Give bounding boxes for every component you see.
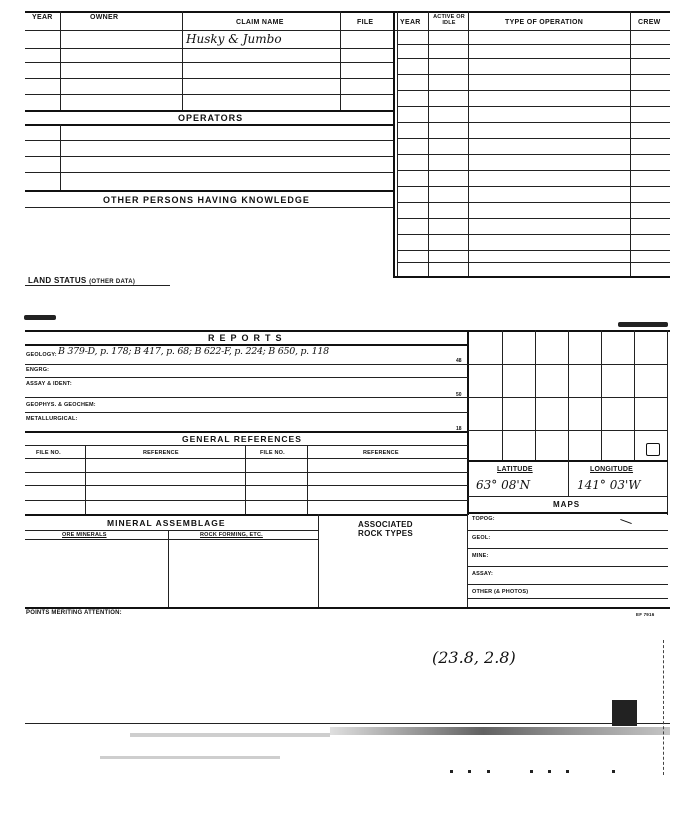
geology-label: GEOLOGY: [26,352,57,358]
operators-label: OPERATORS [178,113,244,123]
header-claim-name: CLAIM NAME [236,19,284,26]
maps-title: MAPS [553,500,581,509]
geophys-label: GEOPHYS. & GEOCHEM: [26,402,96,408]
maps-other: OTHER (& PHOTOS) [472,589,529,595]
geology-value: B 379-D, p. 178; B 417, p. 68; B 622-F, p. 224; B 650, p. 118 [58,346,329,357]
land-status-sub: (OTHER DATA) [89,279,136,285]
maps-assay: ASSAY: [472,571,494,577]
land-status-title: LAND STATUS [28,276,87,285]
points-meriting-label: POINTS MERITING ATTENTION: [26,610,122,616]
rock-types-label: ROCK TYPES [358,529,414,538]
engrg-label: ENGRG: [26,367,50,373]
mineral-assemblage-title: MINERAL ASSEMBLAGE [107,518,226,528]
land-status-label [28,276,135,285]
ref-reference-1: REFERENCE [143,450,179,456]
assay-label: ASSAY & IDENT: [26,381,72,387]
ref-file-no-2: FILE NO. [260,450,285,456]
header-type-of-operation: TYPE OF OPERATION [505,19,584,26]
header-owner: OWNER [90,14,119,21]
header-file: FILE [357,19,374,26]
ref-reference-2: REFERENCE [363,450,399,456]
report-num-48: 48 [456,358,462,364]
maps-geol: GEOL: [472,535,491,541]
longitude-label: LONGITUDE [590,466,634,473]
header-crew: CREW [638,19,661,26]
header-year-2: YEAR [400,19,421,26]
checkbox-icon [646,443,660,456]
metallurgical-label: METALLURGICAL: [26,416,78,422]
report-num-18: 18 [456,426,462,432]
latitude-value: 63° 08'N [476,478,531,492]
maps-topog: TOPOG: [472,516,495,522]
form-number: EF 7916 [636,612,655,617]
associated-label: ASSOCIATED [358,520,413,529]
longitude-value: 141° 03'W [577,478,641,492]
reports-title: REPORTS [208,333,287,343]
tick-mark-icon [620,519,632,524]
rock-forming-label: ROCK FORMING, ETC. [200,532,263,538]
ore-minerals-label: ORE MINERALS [62,532,107,538]
header-active-or-idle: ACTIVE OR IDLE [433,14,465,26]
claim-name-value: Husky & Jumbo [186,32,282,46]
ref-file-no-1: FILE NO. [36,450,61,456]
latitude-label: LATITUDE [497,466,533,473]
coordinates-note: (23.8, 2.8) [432,648,516,667]
general-references-title: GENERAL REFERENCES [182,434,302,444]
header-year: YEAR [32,14,53,21]
maps-mine: MINE: [472,553,489,559]
report-num-50: 50 [456,392,462,398]
other-persons-label: OTHER PERSONS HAVING KNOWLEDGE [103,195,310,205]
